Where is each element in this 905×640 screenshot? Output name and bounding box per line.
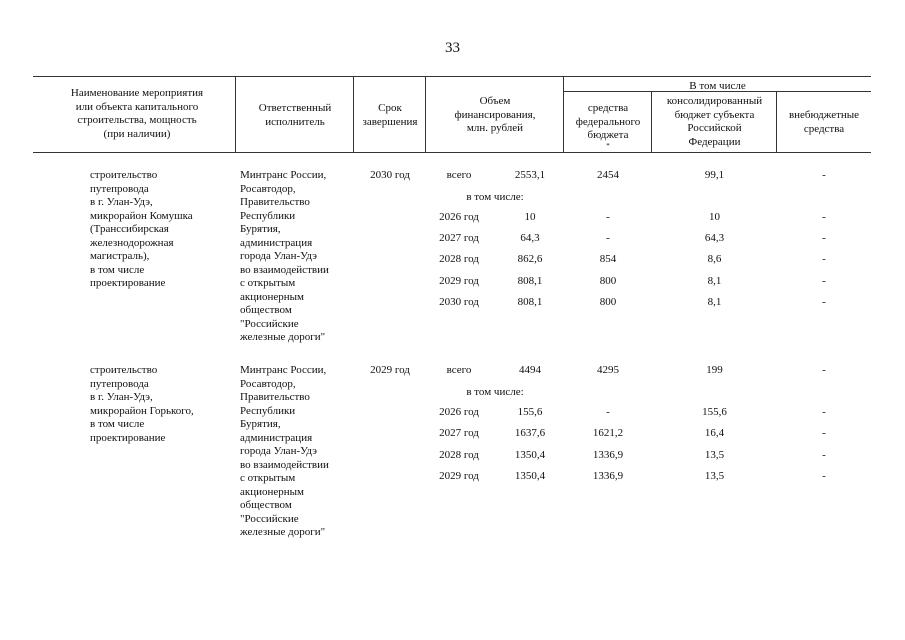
cell-extrabudget: - [822, 253, 826, 265]
cell-regional: 99,1 [704, 169, 725, 181]
object-name: строительство путепровода в г. Улан-Удэ, микрорайон Комушка (Транссибирская железнодорожная магистраль), в том числе проектирование [90, 169, 193, 289]
completion-term: 2029 год [370, 364, 410, 376]
header-extrabudget: внебюджетные средства [788, 109, 860, 135]
cell-regional: 8,6 [707, 253, 722, 265]
footnote-mark: * [606, 141, 610, 150]
cell-regional: 16,4 [704, 427, 725, 439]
header-name: Наименование мероприятия или объекта капитального строительства, мощность (при наличии) [70, 87, 204, 140]
cell-extrabudget: - [822, 427, 826, 439]
cell-total: 2553,1 [514, 169, 546, 181]
header-financing: Объем финансирования, млн. рублей [454, 95, 536, 134]
header-top-rule [33, 76, 871, 77]
cell-regional: 155,6 [702, 406, 727, 418]
header-including: В том числе [689, 80, 746, 92]
cell-extrabudget: - [822, 232, 826, 244]
cell-federal: - [606, 232, 610, 244]
cell-extrabudget: - [822, 449, 826, 461]
cell-extrabudget: - [822, 296, 826, 308]
row-label: всего [446, 364, 472, 376]
cell-regional: 8,1 [707, 296, 722, 308]
row-label: 2028 год [439, 449, 479, 461]
row-label: 2027 год [439, 427, 479, 439]
cell-regional: 13,5 [704, 449, 725, 461]
header-federal: средства федерального бюджета * [575, 102, 641, 150]
cell-extrabudget: - [822, 406, 826, 418]
cell-federal: 2454 [597, 169, 619, 181]
cell-regional: 64,3 [704, 232, 725, 244]
header-term: Срок завершения [362, 102, 418, 128]
cell-extrabudget: - [822, 364, 826, 376]
cell-federal: 800 [599, 296, 617, 308]
cell-federal: 1336,9 [592, 449, 624, 461]
page-number: 33 [445, 40, 460, 56]
cell-total: 808,1 [517, 275, 543, 287]
cell-total: 862,6 [517, 253, 543, 265]
cell-federal: - [606, 406, 610, 418]
row-label: в том числе: [466, 191, 524, 203]
cell-total: 4494 [519, 364, 541, 376]
cell-total: 808,1 [517, 296, 543, 308]
cell-total: 1637,6 [514, 427, 546, 439]
completion-term: 2030 год [370, 169, 410, 181]
cell-extrabudget: - [822, 275, 826, 287]
cell-extrabudget: - [822, 211, 826, 223]
header-bottom-rule [33, 152, 871, 153]
cell-extrabudget: - [822, 470, 826, 482]
cell-total: 155,6 [517, 406, 543, 418]
cell-extrabudget: - [822, 169, 826, 181]
cell-regional: 8,1 [707, 275, 722, 287]
cell-total: 1350,4 [514, 470, 546, 482]
responsible-executor: Минтранс России, Росавтодор, Правительство Республики Бурятия, администрация города Улан-Удэ во взаимодействии с открытым акционерным обществом "Российские железные дороги" [240, 169, 329, 343]
object-name: строительство путепровода в г. Улан-Удэ, микрорайон Горького, в том числе проектирование [90, 364, 194, 444]
header-regional: консолидированный бюджет субъекта Российской Федерации [666, 95, 763, 148]
cell-federal: - [606, 211, 610, 223]
row-label: 2030 год [439, 296, 479, 308]
cell-federal: 854 [599, 253, 617, 265]
cell-federal: 1336,9 [592, 470, 624, 482]
cell-regional: 10 [709, 211, 720, 223]
cell-total: 1350,4 [514, 449, 546, 461]
responsible-executor: Минтранс России, Росавтодор, Правительство Республики Бурятия, администрация города Улан-Удэ во взаимодействии с открытым акционерным обществом "Российские железные дороги" [240, 364, 329, 538]
cell-federal: 4295 [597, 364, 619, 376]
row-label: 2028 год [439, 253, 479, 265]
row-label: 2029 год [439, 470, 479, 482]
row-label: 2029 год [439, 275, 479, 287]
cell-regional: 199 [706, 364, 723, 376]
row-label: всего [446, 169, 472, 181]
cell-federal: 1621,2 [592, 427, 624, 439]
row-label: 2026 год [439, 406, 479, 418]
row-label: 2026 год [439, 211, 479, 223]
header-responsible: Ответственный исполнитель [258, 102, 332, 128]
row-label: 2027 год [439, 232, 479, 244]
row-label: в том числе: [466, 386, 524, 398]
cell-total: 10 [524, 211, 536, 223]
cell-federal: 800 [599, 275, 617, 287]
cell-total: 64,3 [520, 232, 540, 244]
cell-regional: 13,5 [704, 470, 725, 482]
